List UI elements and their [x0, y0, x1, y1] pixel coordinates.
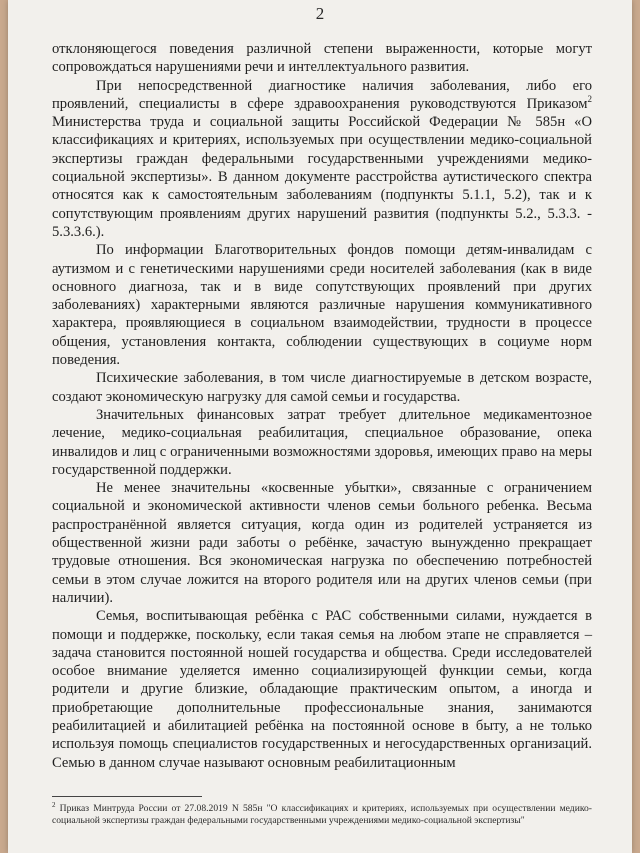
paragraph-4: Психические заболевания, в том числе диагностируемые в детском возрасте, создают экономическую нагрузку для самой семьи и государства.	[52, 370, 592, 405]
footnote-text: Приказ Минтруда России от 27.08.2019 N 585н "О классификациях и критериях, используемых при осуществлении медико-социальной экспертизы граждан федеральными государственными учреждениями медико-социальной экспертизы"	[52, 803, 592, 826]
document-page	[8, 0, 632, 853]
footnote	[52, 800, 592, 827]
paragraph-2	[52, 77, 592, 242]
paragraph-3: По информации Благотворительных фондов помощи детям-инвалидам с аутизмом и с генетическими нарушениями среди носителей заболевания (как в виде основного диагноза, так и в виде сопутствующих проявлений при других заболеваниях) характерными являются различные нарушения коммуникативного характера, проявляющиеся в социальном взаимодействии, трудности в процессе общения, установления контакта, соблюдении существующих в социуме норм поведения.	[52, 242, 592, 369]
body-text	[52, 40, 592, 772]
paragraph-5: Значительных финансовых затрат требует длительное медикаментозное лечение, медико-социальная реабилитация, специальное образование, опека инвалидов и лиц с ограниченными возможностями здоровья, имеющих право на меры государственной поддержки.	[52, 406, 592, 478]
footnote-divider	[52, 796, 202, 797]
paragraph-2-start: При непосредственной диагностике наличия заболевания, либо его проявлений, специалисты в сфере здравоохранения руководствуются Приказом	[52, 77, 592, 112]
paragraph-1: отклоняющегося поведения различной степени выраженности, которые могут сопровождаться нарушениями речи и интеллектуального развития.	[52, 41, 592, 76]
footnote-marker: 2	[52, 800, 56, 809]
paragraph-6: Не менее значительны «косвенные убытки», связанные с ограничением социальной и экономической активности членов семьи больного ребенка. Весьма распространённой является ситуация, когда один из родителей устраняется из общественной жизни ради заботы о ребёнке, зачастую вынужденно прекращает трудовые отношения. Вся экономическая нагрузка по обеспечению потребностей семьи в этом случае ложится на второго родителя или на других членов семьи (при наличии).	[52, 480, 592, 606]
footnote-ref[interactable]: 2	[587, 94, 592, 105]
paragraph-2-end: Министерства труда и социальной защиты Российской Федерации № 585н «О классификациях и критериях, используемых при осуществлении медико-социальной экспертизы граждан федеральными государственными учреждениями медико-социальной экспертизы». В данном документе расстройства аутистического спектра относятся как к самостоятельным заболеваниям (подпункты 5.1.1, 5.2), так и к сопутствующим проявлениям других нарушений развития (подпункты 5.2., 5.3.3. - 5.3.3.6.).	[52, 114, 592, 240]
paragraph-7: Семья, воспитывающая ребёнка с РАС собственными силами, нуждается в помощи и поддержке, поскольку, если такая семья на любом этапе не справляется – задача становится постоянной ношей государства и общества. Среди исследователей особое внимание уделяется именно социализирующей функции семьи, когда родители и другие близкие, обладающие практическим опытом, а иногда и приобретающие дополнительные профессиональные знания, занимаются реабилитацией и абилитацией ребёнка на постоянной основе в быту, а не только используя помощь специалистов государственных и негосударственных организаций. Семью в данном случае называют основным реабилитационным	[52, 608, 592, 771]
page-number: 2	[315, 4, 325, 23]
